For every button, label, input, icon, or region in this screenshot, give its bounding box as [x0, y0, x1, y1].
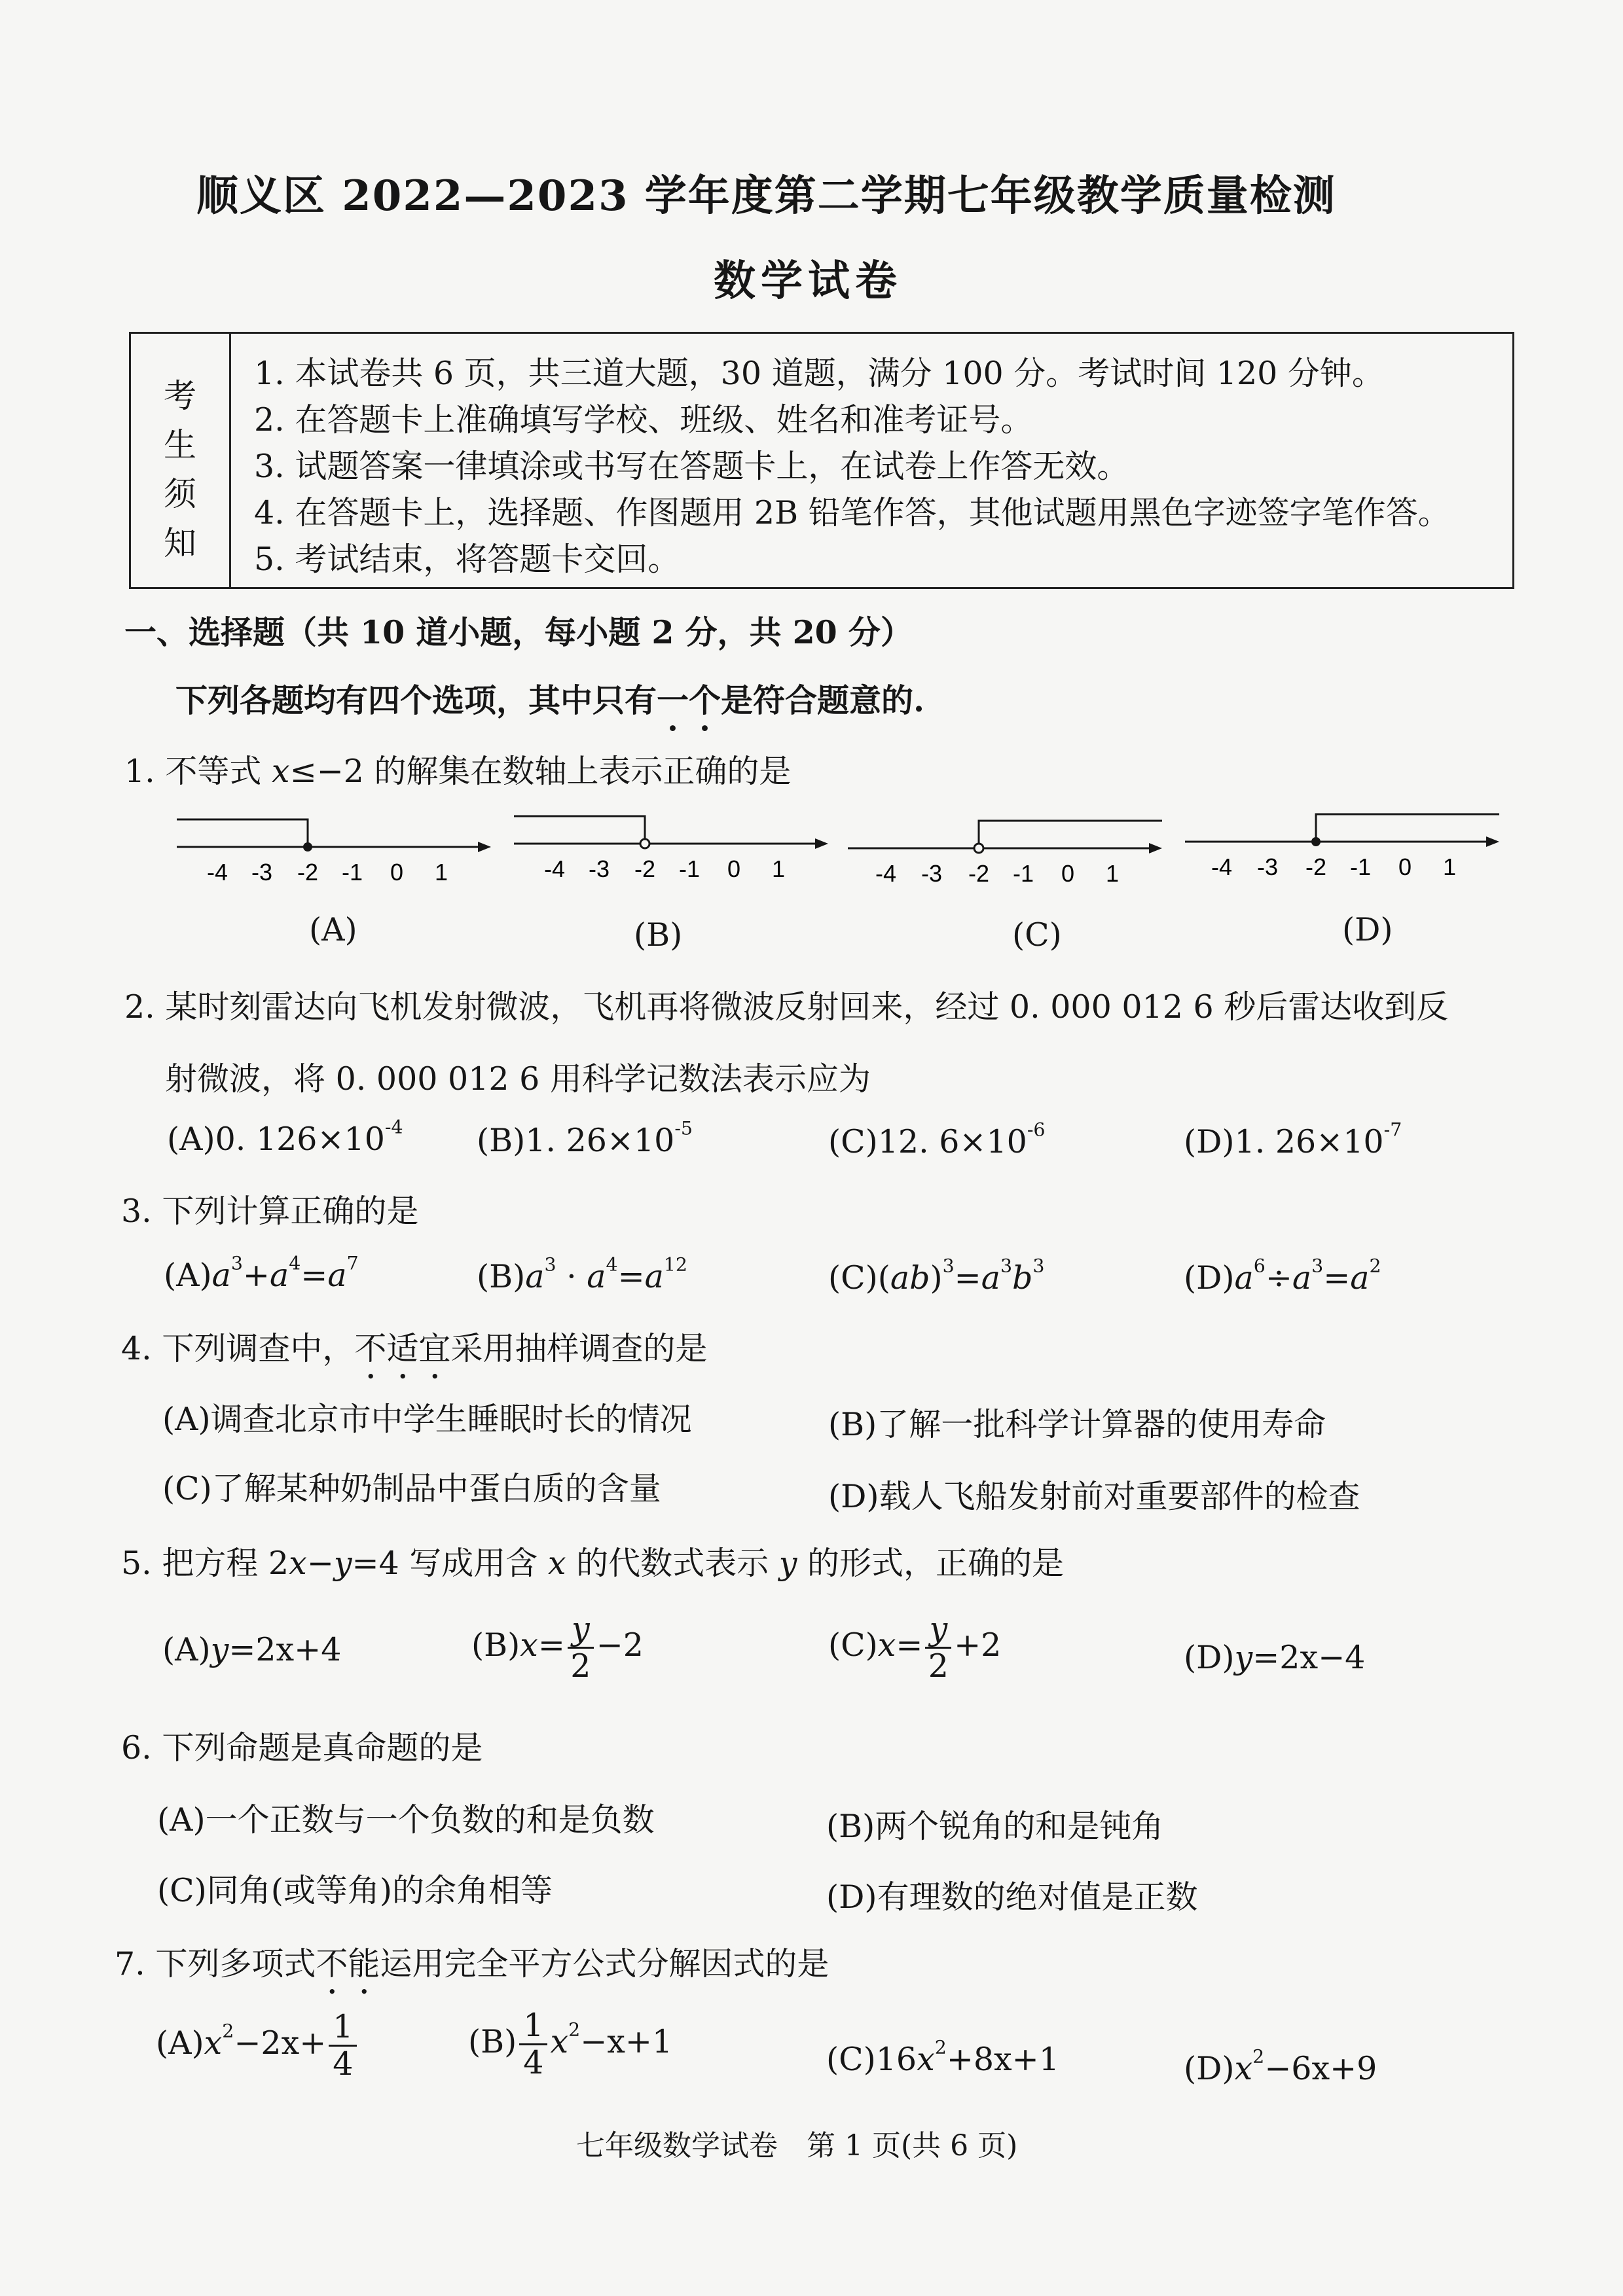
- stem-text: 采用抽样调查的是: [450, 1330, 708, 1367]
- exponent: 4: [606, 1253, 618, 1276]
- question-number: 2.: [124, 988, 155, 1026]
- exponent: 3: [1000, 1255, 1013, 1277]
- stem-text: 把方程 2: [162, 1545, 289, 1582]
- question-number: 3.: [121, 1193, 152, 1230]
- option-text: =2x+4: [228, 1631, 342, 1668]
- option-label: (B): [471, 1626, 520, 1664]
- exponent: -7: [1383, 1119, 1402, 1141]
- option-text: (A)0. 126×10: [167, 1121, 385, 1158]
- option-text: +8x+1: [946, 2041, 1059, 2078]
- option-label: (C): [826, 2041, 876, 2078]
- tick-label: -4: [543, 855, 566, 882]
- option-b: (B) $\frac{1}{4}$ $x^2-x+1$: [468, 2007, 673, 2081]
- option-text: −x+1: [580, 2022, 673, 2060]
- tick-label: 0: [390, 859, 404, 886]
- option-a: (A)调查北京市中学生睡眠时长的情况: [162, 1401, 692, 1438]
- option-c: (C)了解某种奶制品中蛋白质的含量: [162, 1470, 661, 1507]
- stem-emphasis: 不能: [316, 1945, 380, 1982]
- option-label: (C): [1012, 916, 1062, 954]
- option-text: −2: [596, 1626, 644, 1664]
- question-number: 5.: [121, 1545, 152, 1582]
- tick-label: -4: [875, 860, 897, 887]
- tick-label: 0: [727, 855, 741, 882]
- variable: x: [271, 753, 290, 790]
- number-line-c: [841, 806, 1169, 891]
- tick-label: 1: [434, 859, 448, 886]
- option-text: =2x−4: [1252, 1639, 1366, 1676]
- question-2-stem-cont: 射微波，将 0. 000 012 6 用科学记数法表示应为: [165, 1060, 871, 1098]
- notice-item: 4. 在答题卡上，选择题、作图题用 2B 铅笔作答，其他试题用黑色字迹签字笔作答。: [254, 494, 1450, 531]
- tick-label: -4: [206, 859, 228, 886]
- option-b: (B)x= $\frac{y}{2}$ −2: [471, 1610, 644, 1685]
- option-a: [167, 1116, 403, 1158]
- instruction-text: 下列各题均有四个选项，其中只有: [175, 681, 657, 719]
- number-line-a: [170, 805, 498, 890]
- notice-label: [131, 334, 231, 587]
- option-text: −6x+9: [1264, 2050, 1377, 2087]
- exponent: 2: [934, 2036, 947, 2058]
- stem-emphasis: 不适宜: [354, 1330, 451, 1367]
- section-heading: 一、选择题（共 10 道小题，每小题 2 分，共 20 分）: [124, 613, 913, 651]
- tick-label: -4: [1211, 853, 1233, 880]
- option-d: [1184, 1119, 1402, 1160]
- option-d: (D)有理数的绝对值是正数: [826, 1878, 1198, 1916]
- exam-subtitle: 数学试卷: [714, 257, 902, 306]
- tick-label: 1: [1105, 860, 1120, 887]
- tick-label: -3: [921, 860, 943, 887]
- exponent: -6: [1027, 1119, 1046, 1141]
- option-text: +2: [954, 1626, 1002, 1664]
- option-label: (C): [828, 1259, 878, 1297]
- tick-label: -1: [1349, 853, 1372, 880]
- exponent: 4: [289, 1252, 301, 1274]
- exponent: -4: [384, 1116, 403, 1138]
- exponent: 7: [346, 1252, 359, 1274]
- number-line-b: [507, 802, 835, 887]
- question-2-stem: [124, 982, 1448, 1028]
- option-a: $(A)x^2-2x+$ $\frac{1}{4}$: [156, 2009, 359, 2082]
- option-label: (D): [1184, 2050, 1235, 2087]
- question-7-stem: [115, 1939, 829, 2001]
- option-d: $(D)x^2-6x+9$: [1184, 2045, 1377, 2087]
- question-number: 4.: [121, 1330, 152, 1367]
- question-3-stem: [121, 1186, 418, 1232]
- exponent: 2: [1252, 2045, 1265, 2068]
- option-label: (B): [634, 916, 683, 954]
- section-instruction: [175, 675, 924, 738]
- option-label: (A): [164, 1257, 212, 1294]
- option-label: (D): [1184, 1639, 1235, 1676]
- exponent: 6: [1253, 1255, 1266, 1277]
- exponent: 3: [1032, 1255, 1045, 1277]
- option-label: (B): [477, 1258, 526, 1295]
- option-b: (B)了解一批科学计算器的使用寿命: [828, 1406, 1326, 1443]
- option-label: (B): [468, 2022, 517, 2060]
- notice-item: 3. 试题答案一律填涂或书写在答题卡上，在试卷上作答无效。: [254, 448, 1129, 485]
- option-label: (D): [1184, 1259, 1235, 1297]
- option-d: (D)y=2x−4: [1184, 1639, 1366, 1676]
- tick-label: -3: [1256, 853, 1279, 880]
- option-label: (A): [162, 1631, 211, 1668]
- exponent: 3: [230, 1252, 243, 1274]
- instruction-text: 是符合题意的.: [721, 681, 925, 719]
- exponent: 3: [1311, 1255, 1324, 1277]
- option-label: (A): [156, 2024, 204, 2062]
- option-a: (A)一个正数与一个负数的和是负数: [157, 1801, 655, 1839]
- option-text: (D)1. 26×10: [1184, 1123, 1384, 1160]
- tick-label: 0: [1061, 860, 1075, 887]
- option-c: $(C)16x^2+8x+1$: [826, 2036, 1059, 2078]
- option-text: (C)12. 6×10: [828, 1123, 1027, 1160]
- tick-label: 1: [771, 855, 786, 882]
- tick-label: -1: [341, 859, 363, 886]
- tick-label: -2: [297, 859, 319, 886]
- notice-item: 2. 在答题卡上准确填写学校、班级、姓名和准考证号。: [254, 401, 1033, 439]
- tick-label: -2: [968, 860, 990, 887]
- notice-label-char: 考: [164, 377, 196, 415]
- tick-label: 0: [1398, 853, 1412, 880]
- tick-label: -1: [1012, 860, 1034, 887]
- option-label: (C): [828, 1626, 878, 1664]
- option-c: (C)x= $\frac{y}{2}$ +2: [828, 1610, 1002, 1685]
- tick-label: -1: [678, 855, 701, 882]
- tick-label: -2: [1305, 853, 1327, 880]
- number-line-d: [1178, 800, 1506, 885]
- option-d: $(D)a^6\div a^3=a^2$: [1184, 1255, 1381, 1297]
- question-number: 6.: [121, 1729, 152, 1767]
- fraction: $\frac{1}{4}$: [519, 2008, 547, 2081]
- stem-text: 不等式: [165, 753, 272, 790]
- stem-text: 下列命题是真命题的是: [162, 1729, 483, 1767]
- option-label: (A): [309, 911, 357, 948]
- exponent: 2: [222, 2020, 234, 2042]
- tick-label: -2: [634, 855, 656, 882]
- exponent: 3: [942, 1255, 955, 1277]
- option-b: (B)两个锐角的和是钝角: [826, 1808, 1164, 1845]
- tick-label: -3: [251, 859, 273, 886]
- exponent: 12: [663, 1253, 688, 1276]
- question-6-stem: [121, 1723, 483, 1768]
- stem-text: 下列多项式: [155, 1945, 316, 1982]
- notice-box: [129, 332, 1514, 589]
- fraction: $\frac{y}{2}$: [568, 1611, 594, 1684]
- stem-text: 下列调查中，: [162, 1330, 355, 1367]
- stem-text: 运用完全平方公式分解因式的是: [380, 1945, 830, 1982]
- question-5-stem: 5. 把方程 2x−y=4 写成用含 x 的代数式表示 y 的形式，正确的是: [121, 1545, 1064, 1582]
- option-label: (D): [1342, 911, 1393, 948]
- option-a: $(A)a^3+a^4=a^7$: [164, 1252, 359, 1294]
- question-number: 7.: [115, 1945, 145, 1982]
- tick-label: 1: [1442, 853, 1457, 880]
- option-a: (A)y=2x+4: [162, 1631, 342, 1668]
- option-c: $(C)(ab)^3=a^3b^3$: [828, 1255, 1045, 1297]
- exponent: 2: [568, 2018, 581, 2041]
- tick-label: -3: [588, 855, 610, 882]
- notice-item: 5. 考试结束，将答题卡交回。: [254, 541, 680, 578]
- exponent: 2: [1369, 1255, 1381, 1277]
- fraction: $\frac{1}{4}$: [329, 2009, 357, 2082]
- option-b: $(B)a^3 \cdot a^4=a^{12}$: [477, 1253, 688, 1295]
- notice-label-char: 知: [164, 524, 196, 562]
- option-c: [828, 1119, 1046, 1160]
- page-footer: 七年级数学试卷 第 1 页(共 6 页): [576, 2129, 1018, 2162]
- fraction: $\frac{y}{2}$: [925, 1611, 951, 1684]
- exponent: 3: [544, 1253, 556, 1276]
- question-4-stem: [121, 1323, 707, 1386]
- question-1-stem: [124, 746, 791, 792]
- notice-label-char: 生: [164, 426, 196, 464]
- notice-item: 1. 本试卷共 6 页，共三道大题，30 道题，满分 100 分。考试时间 120 分钟。: [254, 355, 1384, 392]
- option-text: (B)1. 26×10: [477, 1122, 675, 1159]
- option-c: (C)同角(或等角)的余角相等: [157, 1872, 553, 1909]
- exam-title: 顺义区 2022—2023 学年度第二学期七年级教学质量检测: [196, 171, 1336, 221]
- notice-label-char: 须: [164, 475, 196, 513]
- option-d: (D)载人飞船发射前对重要部件的检查: [828, 1478, 1360, 1515]
- stem-text: 下列计算正确的是: [162, 1193, 419, 1230]
- exponent: -5: [674, 1117, 693, 1139]
- question-number: 1.: [124, 753, 155, 790]
- option-b: [477, 1117, 693, 1159]
- option-text: −2x+: [234, 2024, 327, 2062]
- stem-text: ≤−2 的解集在数轴上表示正确的是: [289, 753, 792, 790]
- stem-text: 某时刻雷达向飞机发射微波，飞机再将微波反射回来，经过 0. 000 012 6 秒后雷达收到反: [165, 988, 1449, 1026]
- instruction-emphasis: 一个: [657, 681, 721, 719]
